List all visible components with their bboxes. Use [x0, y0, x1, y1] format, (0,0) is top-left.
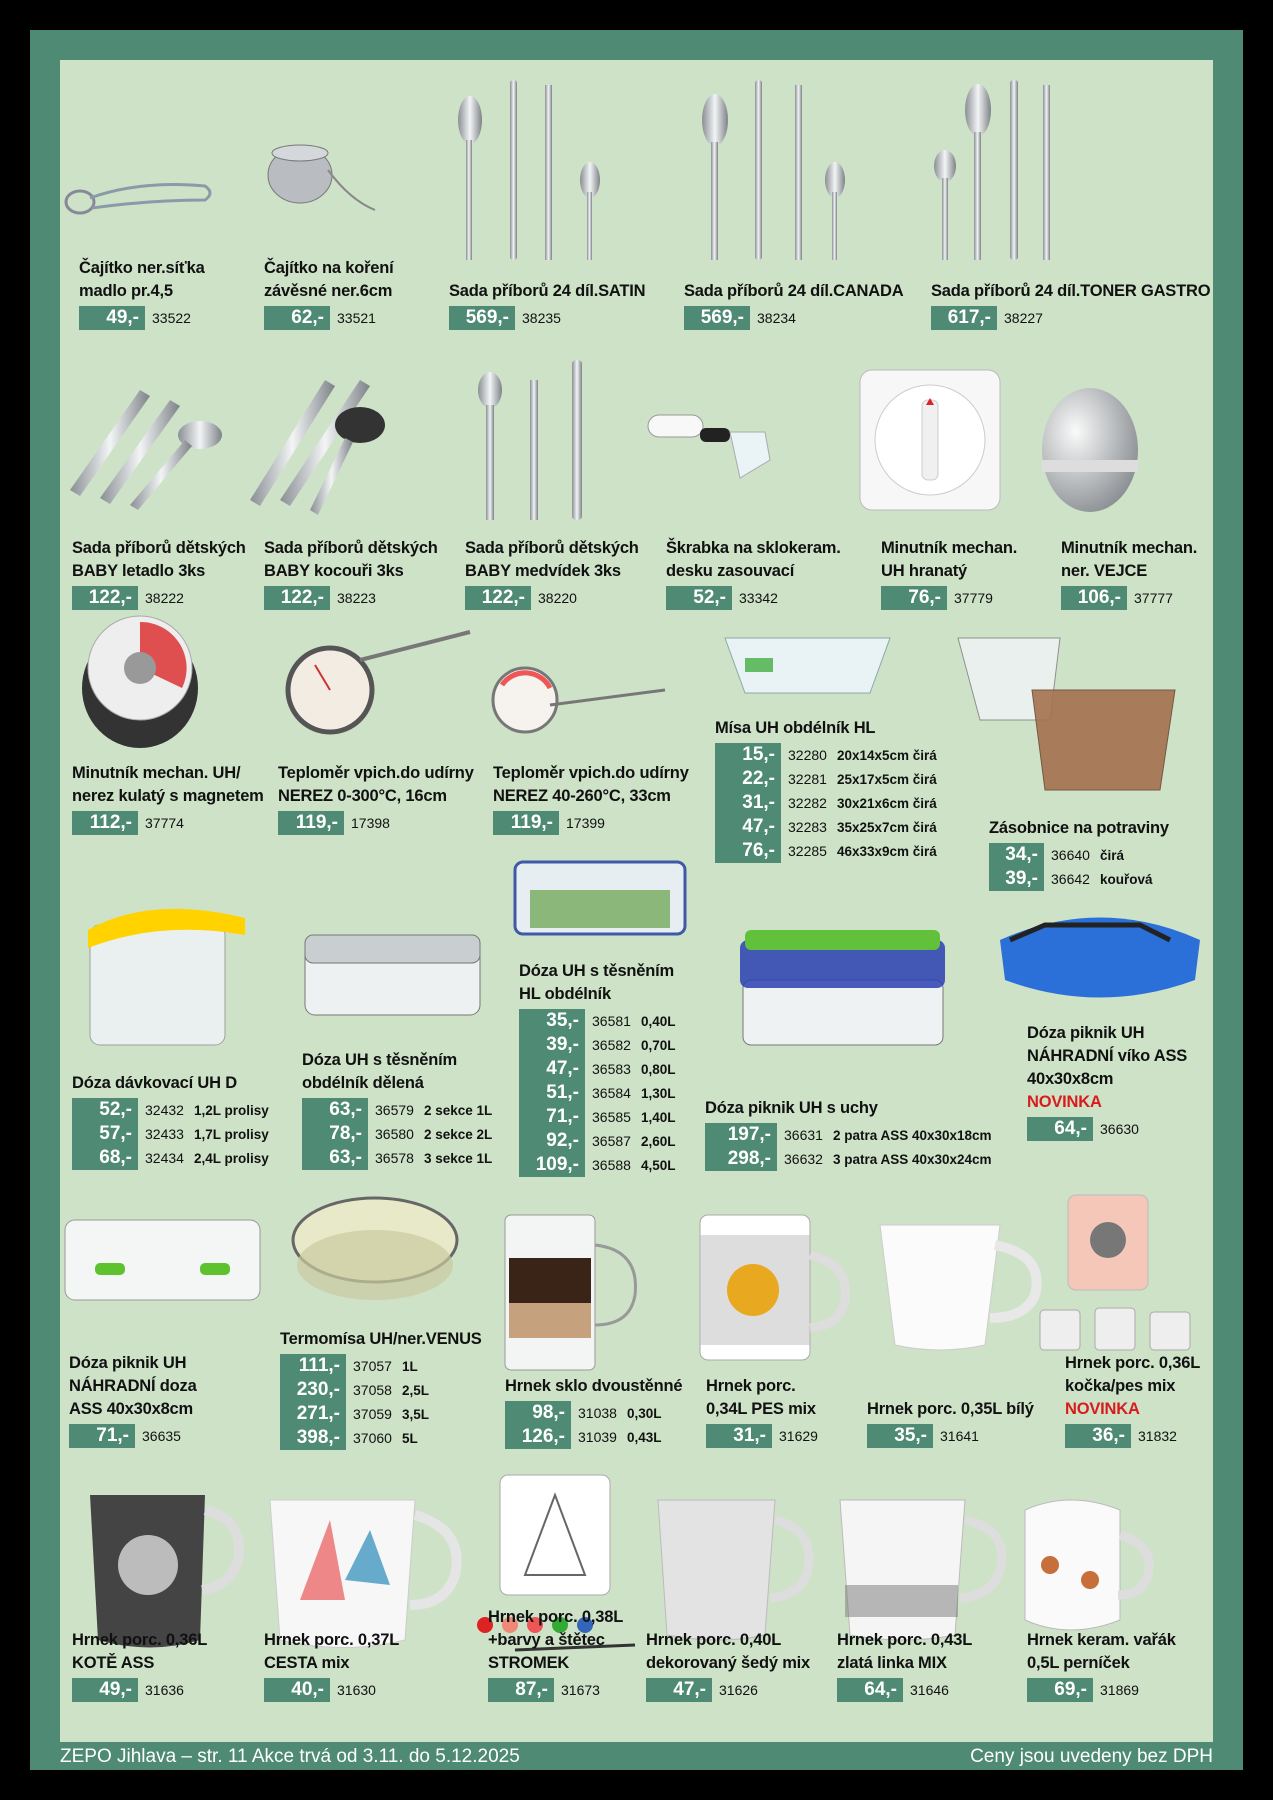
product-code: 17399: [566, 815, 605, 831]
product-name-line: Dóza UH s těsněním: [519, 962, 675, 980]
product-code: 36640: [1051, 847, 1090, 863]
price-tag: 122,-: [264, 586, 330, 610]
product-name-line: Dóza UH s těsněním: [302, 1051, 458, 1069]
product-name-line: Hrnek porc. 0,43L: [837, 1631, 973, 1649]
product-code: 32280: [788, 747, 827, 763]
product-name-line: Mísa UH obdélník HL: [715, 719, 876, 737]
product-code: 36580: [375, 1126, 414, 1142]
product-name-line: desku zasouvací: [666, 562, 795, 580]
price-row: [488, 1678, 600, 1702]
mug-white-image: [880, 1225, 1037, 1350]
price-row: [1027, 1117, 1139, 1141]
product-code: 32432: [145, 1102, 184, 1118]
divided-box-image: [305, 935, 480, 1015]
variant-description: čirá: [1099, 847, 1124, 863]
picnic-lid-image: [1000, 918, 1200, 998]
product-name-line: KOTĚ ASS: [72, 1654, 155, 1672]
kitchen-timer-round-image: [82, 616, 198, 748]
price-row: [280, 1402, 429, 1426]
variant-description: 1,30L: [640, 1085, 676, 1101]
product-name-line: ner. VEJCE: [1061, 562, 1148, 580]
product-name-line: Dóza piknik UH s uchy: [705, 1099, 878, 1117]
kids-cutlery-cat-image: [250, 380, 385, 515]
product-name-line: Hrnek porc. 0,36L: [1065, 1354, 1201, 1372]
product-code: 37774: [145, 815, 184, 831]
product-code: 31641: [940, 1428, 979, 1444]
variant-description: 5L: [401, 1430, 418, 1446]
product-name-line: BABY medvídek 3ks: [465, 562, 621, 580]
product-name-line: Škrabka na sklokeram.: [666, 539, 841, 557]
ceramic-scraper-image: [648, 415, 770, 478]
variant-description: 4,50L: [640, 1157, 676, 1173]
price-row: [280, 1426, 418, 1450]
product-code: 36642: [1051, 871, 1090, 887]
food-container-pitcher-image: [958, 638, 1175, 790]
product-name-line: BABY letadlo 3ks: [72, 562, 206, 580]
product-code: 36578: [375, 1150, 414, 1166]
price-tag: 69,-: [1027, 1678, 1093, 1702]
kitchen-timer-egg-image: [1042, 388, 1138, 512]
tea-strainer-image: [66, 185, 210, 214]
product-code: 36579: [375, 1102, 414, 1118]
product-name-line: Minutník mechan.: [881, 539, 1018, 557]
product-name-line: Čajítko ner.síťka: [79, 259, 205, 277]
variant-description: 0,30L: [626, 1405, 662, 1421]
product-code: 36587: [592, 1133, 631, 1149]
price-row: [1061, 586, 1173, 610]
price-row: [715, 791, 937, 815]
product-name-line: madlo pr.4,5: [79, 282, 173, 300]
product-code: 31673: [561, 1682, 600, 1698]
price-tag: 47,-: [519, 1057, 585, 1081]
footer-left-text: ZEPO Jihlava – str. 11 Akce trvá od 3.11. do 5.12.2025: [60, 1746, 520, 1767]
price-tag: 106,-: [1061, 586, 1127, 610]
price-tag: 47,-: [715, 815, 781, 839]
product-code: 32283: [788, 819, 827, 835]
product-name-line: nerez kulatý s magnetem: [72, 787, 264, 805]
product-name-line: ASS 40x30x8cm: [69, 1400, 193, 1418]
product-name-line: Minutník mechan.: [1061, 539, 1198, 557]
product-name-line: Čajítko na koření: [264, 259, 394, 277]
product-name-line: Hrnek porc. 0,40L: [646, 1631, 782, 1649]
product-name-line: NÁHRADNÍ doza: [69, 1377, 197, 1395]
price-tag: 62,-: [264, 306, 330, 330]
product-name-line: NEREZ 40-260°C, 33cm: [493, 787, 671, 805]
price-tag: 298,-: [705, 1147, 777, 1171]
price-tag: 31,-: [715, 791, 781, 815]
product-name-line: 0,5L perníček: [1027, 1654, 1130, 1672]
price-row: [280, 1378, 429, 1402]
novinka-badge: NOVINKA: [1065, 1400, 1140, 1418]
price-tag: 119,-: [278, 811, 344, 835]
product-code: 31038: [578, 1405, 617, 1421]
price-tag: 126,-: [505, 1425, 571, 1449]
variant-description: 2,60L: [640, 1133, 676, 1149]
product-name-line: CESTA mix: [264, 1654, 350, 1672]
product-code: 36588: [592, 1157, 631, 1173]
price-row: [705, 1123, 992, 1147]
price-tag: 64,-: [837, 1678, 903, 1702]
variant-description: 35x25x7cm čirá: [836, 819, 937, 835]
product-code: 37057: [353, 1358, 392, 1374]
price-tag: 92,-: [519, 1129, 585, 1153]
meat-thermometer-short-image: [288, 632, 470, 732]
variant-description: 2 sekce 2L: [423, 1126, 493, 1142]
price-row: [302, 1098, 492, 1122]
price-row: [519, 1153, 675, 1177]
double-wall-glass-image: [505, 1215, 636, 1370]
catalog-page: [60, 60, 1213, 1742]
price-tag: 35,-: [867, 1424, 933, 1448]
price-tag: 98,-: [505, 1401, 571, 1425]
price-tag: 122,-: [72, 586, 138, 610]
product-code: 36583: [592, 1061, 631, 1077]
product-code: 31626: [719, 1682, 758, 1698]
product-name-line: Zásobnice na potraviny: [989, 819, 1169, 837]
price-row: [72, 811, 184, 835]
product-name-line: Hrnek keram. vařák: [1027, 1631, 1176, 1649]
product-code: 31630: [337, 1682, 376, 1698]
product-code: 38220: [538, 590, 577, 606]
product-code: 31629: [779, 1428, 818, 1444]
price-tag: 63,-: [302, 1146, 368, 1170]
price-tag: 51,-: [519, 1081, 585, 1105]
product-code: 33521: [337, 310, 376, 326]
price-tag: 398,-: [280, 1426, 346, 1450]
price-tag: 569,-: [684, 306, 750, 330]
price-row: [989, 867, 1152, 891]
variant-description: 0,43L: [626, 1429, 662, 1445]
product-code: 36585: [592, 1109, 631, 1125]
price-row: [264, 586, 376, 610]
product-code: 31636: [145, 1682, 184, 1698]
variant-description: 0,40L: [640, 1013, 676, 1029]
price-tag: 57,-: [72, 1122, 138, 1146]
mug-cat-dog-image: [1040, 1195, 1190, 1350]
price-row: [519, 1105, 675, 1129]
picnic-box-image: [740, 930, 945, 1045]
product-code: 36632: [784, 1151, 823, 1167]
price-tag: 197,-: [705, 1123, 777, 1147]
price-row: [72, 1146, 269, 1170]
price-tag: 87,-: [488, 1678, 554, 1702]
price-tag: 63,-: [302, 1098, 368, 1122]
price-row: [72, 1122, 269, 1146]
price-row: [302, 1146, 492, 1170]
picnic-base-image: [65, 1220, 260, 1300]
product-name-line: Hrnek sklo dvoustěnné: [505, 1377, 683, 1395]
product-name-line: Termomísa UH/ner.VENUS: [280, 1330, 482, 1348]
product-name-line: závěsné ner.6cm: [264, 282, 393, 300]
price-tag: 271,-: [280, 1402, 346, 1426]
price-tag: 68,-: [72, 1146, 138, 1170]
price-row: [72, 1678, 184, 1702]
product-name-line: Hrnek porc. 0,38L: [488, 1608, 624, 1626]
variant-description: 1,7L prolisy: [193, 1126, 269, 1142]
meat-thermometer-long-image: [493, 668, 665, 732]
price-row: [69, 1424, 181, 1448]
variant-description: 2 sekce 1L: [423, 1102, 493, 1118]
product-code: 17398: [351, 815, 390, 831]
variant-description: 1L: [401, 1358, 418, 1374]
variant-description: 30x21x6cm čirá: [836, 795, 937, 811]
price-row: [989, 843, 1124, 867]
mug-kitten-image: [90, 1495, 239, 1648]
price-tag: 36,-: [1065, 1424, 1131, 1448]
product-code: 33522: [152, 310, 191, 326]
product-name-line: Teploměr vpich.do udírny: [493, 764, 689, 782]
price-row: [280, 1354, 418, 1378]
variant-description: 2 patra ASS 40x30x18cm: [832, 1127, 992, 1143]
page-footer: [60, 1743, 1213, 1770]
mug-grey-pattern-image: [658, 1500, 809, 1640]
thermo-bowl-image: [293, 1198, 457, 1300]
price-row: [715, 839, 937, 863]
product-name-line: kočka/pes mix: [1065, 1377, 1176, 1395]
price-tag: 76,-: [715, 839, 781, 863]
product-name-line: Dóza piknik UH: [1027, 1024, 1145, 1042]
price-row: [264, 306, 376, 330]
plastic-tray-image: [725, 638, 890, 693]
product-name-line: Sada příborů dětských: [465, 539, 639, 557]
price-tag: 15,-: [715, 743, 781, 767]
product-name-line: UH hranatý: [881, 562, 968, 580]
variant-description: 2,4L prolisy: [193, 1150, 269, 1166]
price-row: [79, 306, 191, 330]
variant-description: 20x14x5cm čirá: [836, 747, 937, 763]
price-tag: 34,-: [989, 843, 1044, 867]
product-name-line: Sada příborů dětských: [72, 539, 246, 557]
price-tag: 617,-: [931, 306, 997, 330]
product-code: 31646: [910, 1682, 949, 1698]
product-code: 36584: [592, 1085, 631, 1101]
price-tag: 35,-: [519, 1009, 585, 1033]
price-row: [715, 767, 937, 791]
product-code: 36582: [592, 1037, 631, 1053]
product-name-line: Sada příborů 24 díl.CANADA: [684, 282, 904, 300]
product-code: 31039: [578, 1429, 617, 1445]
product-code: 36635: [142, 1428, 181, 1444]
price-row: [519, 1081, 675, 1105]
price-row: [837, 1678, 949, 1702]
price-tag: 22,-: [715, 767, 781, 791]
product-name-line: Hrnek porc. 0,35L bílý: [867, 1400, 1034, 1418]
dispenser-jar-image: [88, 909, 245, 1045]
product-code: 38234: [757, 310, 796, 326]
product-name-line: HL obdélník: [519, 985, 611, 1003]
product-name-line: 40x30x8cm: [1027, 1070, 1114, 1088]
price-row: [684, 306, 796, 330]
price-row: [1027, 1678, 1139, 1702]
product-code: 32282: [788, 795, 827, 811]
product-name-line: 0,34L PES mix: [706, 1400, 816, 1418]
product-name-line: NEREZ 0-300°C, 16cm: [278, 787, 447, 805]
product-name-line: Hrnek porc. 0,36L: [72, 1631, 208, 1649]
mug-dog-image: [700, 1215, 846, 1360]
product-name-line: Hrnek porc.: [706, 1377, 796, 1395]
cutlery-toner-image: [934, 80, 1050, 260]
variant-description: 2,5L: [401, 1382, 429, 1398]
price-tag: 52,-: [666, 586, 732, 610]
price-tag: 109,-: [519, 1153, 585, 1177]
price-row: [867, 1424, 979, 1448]
price-row: [278, 811, 390, 835]
price-tag: 64,-: [1027, 1117, 1093, 1141]
variant-description: kouřová: [1099, 871, 1153, 887]
product-code: 36631: [784, 1127, 823, 1143]
product-code: 37059: [353, 1406, 392, 1422]
price-row: [715, 743, 937, 767]
price-row: [264, 1678, 376, 1702]
variant-description: 0,80L: [640, 1061, 676, 1077]
product-name-line: Dóza dávkovací UH D: [72, 1074, 237, 1092]
cutlery-canada-image: [702, 80, 845, 260]
price-tag: 71,-: [519, 1105, 585, 1129]
product-code: 38223: [337, 590, 376, 606]
hl-box-image: [515, 862, 685, 934]
price-tag: 122,-: [465, 586, 531, 610]
price-row: [505, 1401, 661, 1425]
product-code: 37058: [353, 1382, 392, 1398]
price-row: [72, 1098, 269, 1122]
product-name-line: BABY kocouři 3ks: [264, 562, 404, 580]
price-row: [465, 586, 577, 610]
price-row: [302, 1122, 492, 1146]
product-code: 38235: [522, 310, 561, 326]
product-code: 31832: [1138, 1428, 1177, 1444]
price-tag: 49,-: [79, 306, 145, 330]
product-name-line: zlatá linka MIX: [837, 1654, 947, 1672]
price-row: [505, 1425, 661, 1449]
price-tag: 71,-: [69, 1424, 135, 1448]
price-tag: 119,-: [493, 811, 559, 835]
product-code: 37779: [954, 590, 993, 606]
product-code: 32285: [788, 843, 827, 859]
price-tag: 569,-: [449, 306, 515, 330]
product-code: 37060: [353, 1430, 392, 1446]
price-tag: 49,-: [72, 1678, 138, 1702]
product-code: 32434: [145, 1150, 184, 1166]
mug-gingerbread-image: [1025, 1500, 1149, 1630]
product-name-line: Teploměr vpich.do udírny: [278, 764, 474, 782]
price-row: [705, 1147, 992, 1171]
product-name-line: STROMEK: [488, 1654, 570, 1672]
price-tag: 230,-: [280, 1378, 346, 1402]
product-code: 36630: [1100, 1121, 1139, 1137]
price-row: [1065, 1424, 1177, 1448]
product-name-line: Hrnek porc. 0,37L: [264, 1631, 400, 1649]
price-tag: 47,-: [646, 1678, 712, 1702]
mug-sailboat-image: [270, 1500, 457, 1648]
variant-description: 1,2L prolisy: [193, 1102, 269, 1118]
product-code: 37777: [1134, 590, 1173, 606]
price-tag: 40,-: [264, 1678, 330, 1702]
price-row: [666, 586, 778, 610]
variant-description: 46x33x9cm čirá: [836, 843, 937, 859]
variant-description: 3,5L: [401, 1406, 429, 1422]
novinka-badge: NOVINKA: [1027, 1093, 1102, 1111]
product-name-line: +barvy a štětec: [488, 1631, 605, 1649]
product-code: 32281: [788, 771, 827, 787]
kids-cutlery-bear-image: [478, 360, 582, 520]
variant-description: 1,40L: [640, 1109, 676, 1125]
product-code: 38222: [145, 590, 184, 606]
price-tag: 78,-: [302, 1122, 368, 1146]
kids-cutlery-plane-image: [70, 390, 222, 510]
price-tag: 111,-: [280, 1354, 346, 1378]
price-row: [931, 306, 1043, 330]
kitchen-timer-square-image: [860, 370, 1000, 510]
price-row: [72, 586, 184, 610]
price-tag: 39,-: [989, 867, 1044, 891]
product-name-line: Sada příborů 24 díl.TONER GASTRO: [931, 282, 1211, 300]
product-name-line: obdélník dělená: [302, 1074, 424, 1092]
price-row: [715, 815, 937, 839]
product-code: 36581: [592, 1013, 631, 1029]
product-name-line: NÁHRADNÍ víko ASS: [1027, 1047, 1188, 1065]
variant-description: 3 patra ASS 40x30x24cm: [832, 1151, 992, 1167]
mug-gold-line-image: [840, 1500, 1002, 1640]
product-code: 32433: [145, 1126, 184, 1142]
product-name-line: Dóza piknik UH: [69, 1354, 187, 1372]
cutlery-satin-image: [458, 80, 600, 260]
variant-description: 25x17x5cm čirá: [836, 771, 937, 787]
product-name-line: Sada příborů 24 díl.SATIN: [449, 282, 646, 300]
product-code: 33342: [739, 590, 778, 606]
price-tag: 31,-: [706, 1424, 772, 1448]
price-row: [493, 811, 605, 835]
product-name-line: dekorovaný šedý mix: [646, 1654, 811, 1672]
price-tag: 39,-: [519, 1033, 585, 1057]
price-tag: 76,-: [881, 586, 947, 610]
price-row: [519, 1057, 675, 1081]
price-row: [706, 1424, 818, 1448]
price-row: [449, 306, 561, 330]
product-code: 31869: [1100, 1682, 1139, 1698]
price-row: [881, 586, 993, 610]
footer-right-text: Ceny jsou uvedeny bez DPH: [970, 1746, 1213, 1767]
variant-description: 3 sekce 1L: [423, 1150, 493, 1166]
variant-description: 0,70L: [640, 1037, 676, 1053]
price-row: [519, 1009, 675, 1033]
price-row: [519, 1129, 675, 1153]
product-code: 38227: [1004, 310, 1043, 326]
spice-infuser-image: [268, 145, 375, 210]
price-row: [646, 1678, 758, 1702]
price-tag: 52,-: [72, 1098, 138, 1122]
price-row: [519, 1033, 675, 1057]
product-name-line: Sada příborů dětských: [264, 539, 438, 557]
price-tag: 112,-: [72, 811, 138, 835]
product-name-line: Minutník mechan. UH/: [72, 764, 241, 782]
